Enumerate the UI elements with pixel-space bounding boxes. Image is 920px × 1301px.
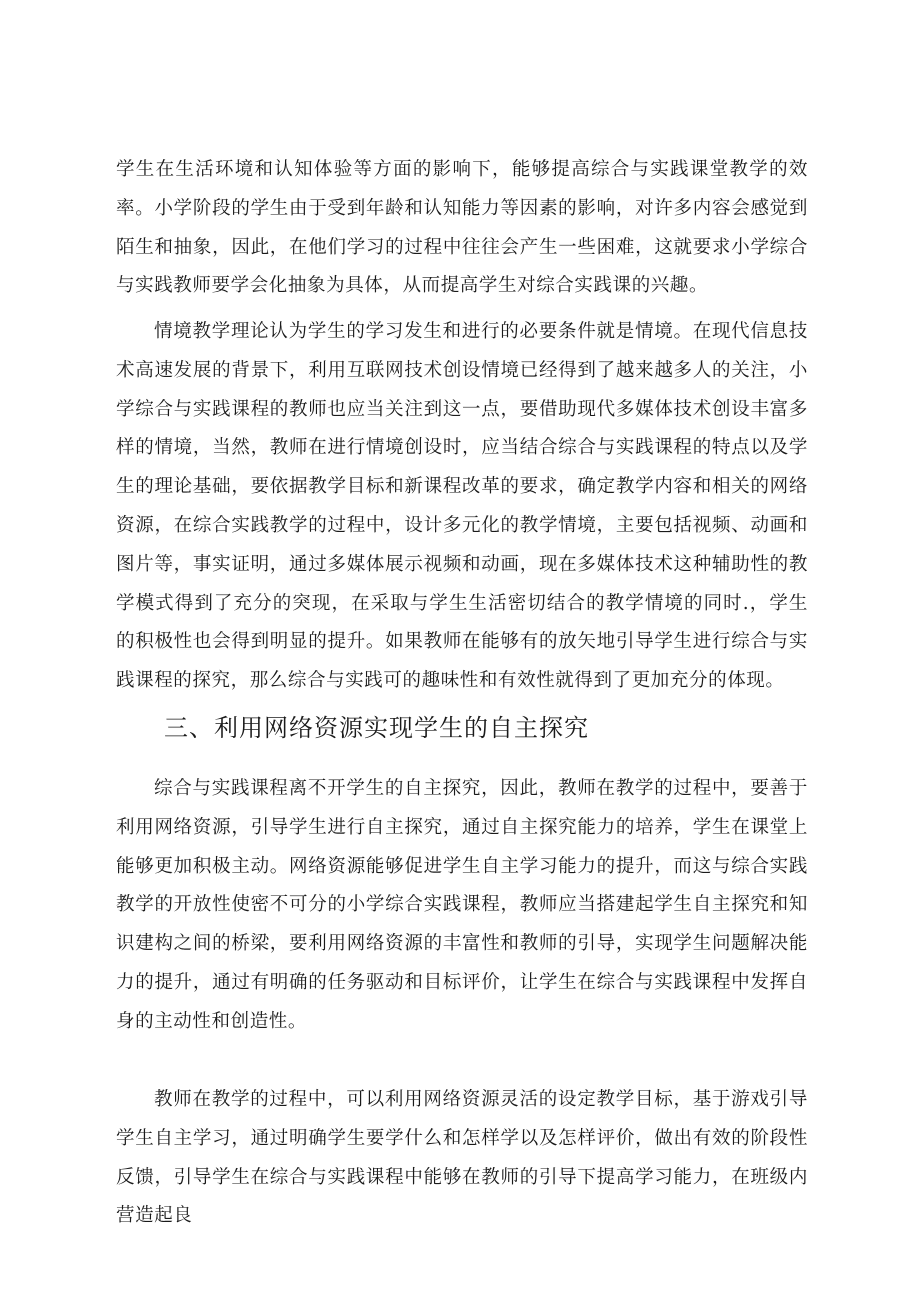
paragraph-teaching-goals: 教师在教学的过程中，可以利用网络资源灵活的设定教学目标，基于游戏引导学生自主学习，通过明确学生要学什么和怎样学以及怎样评价，做出有效的阶段性反馈，引导学生在综合与实践课程中能够在教师的引导下提高学习能力，在班级内营造起良	[116, 1089, 808, 1227]
paragraph-autonomous-inquiry: 综合与实践课程离不开学生的自主探究，因此，教师在教学的过程中，要善于利用网络资源，引导学生进行自主探究，通过自主探究能力的培养，学生在课堂上能够更加积极主动。网络资源能够促进学生自主学习能力的提升，而这与综合实践教学的开放性使密不可分的小学综合实践课程，教师应当搭建起学生自主探究和知识建构之间的桥梁，要利用网络资源的丰富性和教师的引导，实现学生问题解决能力的提升，通过有明确的任务驱动和目标评价，让学生在综合与实践课程中发挥自身的主动性和创造性。	[116, 778, 808, 1032]
section-heading: 三、利用网络资源实现学生的自主探究	[164, 714, 589, 742]
paragraph-continued: 学生在生活环境和认知体验等方面的影响下，能够提高综合与实践课堂教学的效率。小学阶段的学生由于受到年龄和认知能力等因素的影响，对许多内容会感觉到陌生和抽象，因此，在他们学习的过程中往往会产生一些困难，这就要求小学综合与实践教师要学会化抽象为具体，从而提高学生对综合实践课的兴趣。	[116, 159, 808, 297]
paragraph-situational-teaching: 情境教学理论认为学生的学习发生和进行的必要条件就是情境。在现代信息技术高速发展的背景下，利用互联网技术创设情境已经得到了越来越多人的关注，小学综合与实践课程的教师也应当关注到这一点，要借助现代多媒体技术创设丰富多样的情境，当然，教师在进行情境创设时，应当结合综合与实践课程的特点以及学生的理论基础，要依据教学目标和新课程改革的要求，确定教学内容和相关的网络资源，在综合实践教学的过程中，设计多元化的教学情境，主要包括视频、动画和图片等，事实证明，通过多媒体展示视频和动画，现在多媒体技术这种辅助性的教学模式得到了充分的突现，在采取与学生生活密切结合的教学情境的同时.，学生的积极性也会得到明显的提升。如果教师在能够有的放矢地引导学生进行综合与实践课程的探究，那么综合与实践可的趣味性和有效性就得到了更加充分的体现。	[116, 321, 808, 692]
